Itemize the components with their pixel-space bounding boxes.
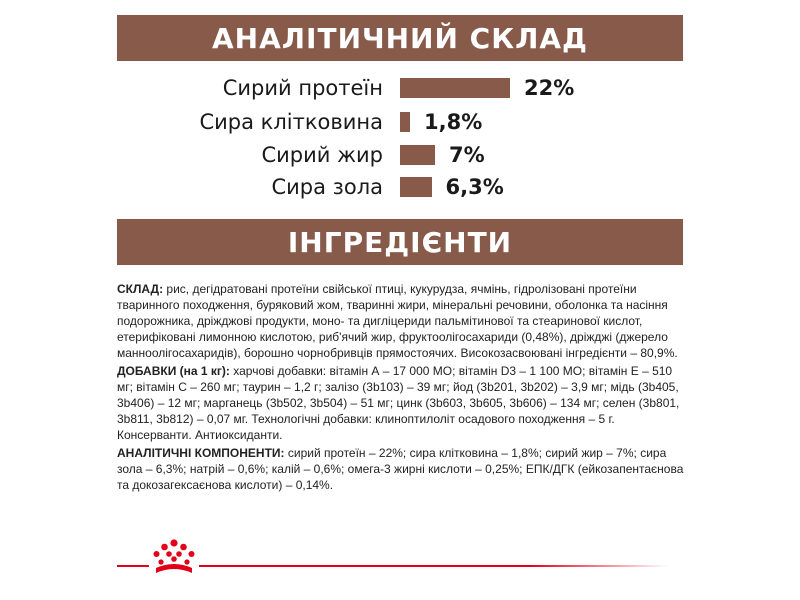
nutrient-row xyxy=(0,141,800,171)
ingredients-title: ІНГРЕДІЄНТИ xyxy=(287,225,513,259)
analytical-components-text: сирий протеїн – 22%; сира клітковина – 1,8%; сирий жир – 7%; сира зола – 6,3%; натрій – 0,6%; калій – 0,6%; омега-3 жирні кислоти – 0,25%; ЕПК/ДГК (ейкозапентаєнова та докозагексаєнова кислоти) – 0,14%. xyxy=(117,446,684,492)
nutrient-row xyxy=(0,108,800,138)
composition-text: рис, дегідратовані протеїни свійської птиці, кукурудза, ячмінь, гідролізовані протеїни тваринного походження, буряковий жом, тваринні жири, мінеральні речовини, оболонка та насіння подорожника, дріжджові продукти, моно- та дигліцериди пальмітинової та стеаринової кислот, етерифіковані лимонною кислотою, риб'ячий жир, фруктоолігосахариди (0,48%), дріжджі (джерело манноолігосахаридів), борошно чорнобривців прямостоячих. Високозасвоювані інгредієнти – 80,9%. xyxy=(117,282,678,360)
nutrient-row xyxy=(0,74,800,104)
nutrient-label: Сирий жир xyxy=(261,143,383,167)
additives-text: харчові добавки: вітамін А – 17 000 МО; вітамін D3 – 1 100 МО; вітамін Е – 510 мг; вітамін С – 260 мг; таурин – 1,2 г; залізо (3b103) – 39 мг; йод (3b201, 3b202) – 3,9 мг; мідь (3b405, 3b406) – 12 мг; марганець (3b502, 3b504) – 51 мг; цинк (3b603, 3b605, 3b606) – 134 мг; селен (3b801, 3b811, 3b812) – 0,07 мг. Технологічні добавки: клиноптилоліт осадового походження – 5 г. Консерванти. Антиоксиданти. xyxy=(117,364,680,442)
footer-line-left xyxy=(117,565,149,567)
analysis-title: АНАЛІТИЧНИЙ СКЛАД xyxy=(212,21,588,55)
nutrient-value: 22% xyxy=(524,76,575,100)
royal-canin-crown-icon xyxy=(150,538,198,576)
nutrient-label: Сира клітковина xyxy=(199,110,383,134)
analytical-components-paragraph xyxy=(117,445,687,493)
nutrient-value: 7% xyxy=(449,143,485,167)
nutrient-value: 6,3% xyxy=(445,175,504,199)
composition-paragraph xyxy=(117,281,687,361)
additives-heading: ДОБАВКИ (на 1 кг): xyxy=(117,364,230,378)
nutrient-bar xyxy=(400,145,435,165)
nutrient-label: Сирий протеїн xyxy=(222,76,383,100)
analytical-components-heading: АНАЛІТИЧНІ КОМПОНЕНТИ: xyxy=(117,446,285,460)
nutrient-bar xyxy=(400,177,432,197)
nutrient-value: 1,8% xyxy=(424,110,483,134)
composition-heading: СКЛАД: xyxy=(117,282,164,296)
footer-line-right xyxy=(199,565,669,567)
nutrient-bar xyxy=(400,78,510,98)
ingredients-title-banner xyxy=(117,219,683,265)
additives-paragraph xyxy=(117,363,687,443)
ingredients-text-block xyxy=(117,281,687,495)
nutrient-row xyxy=(0,173,800,203)
analysis-title-banner xyxy=(117,15,683,61)
nutrient-label: Сира зола xyxy=(271,175,383,199)
nutrient-bar xyxy=(400,112,410,132)
